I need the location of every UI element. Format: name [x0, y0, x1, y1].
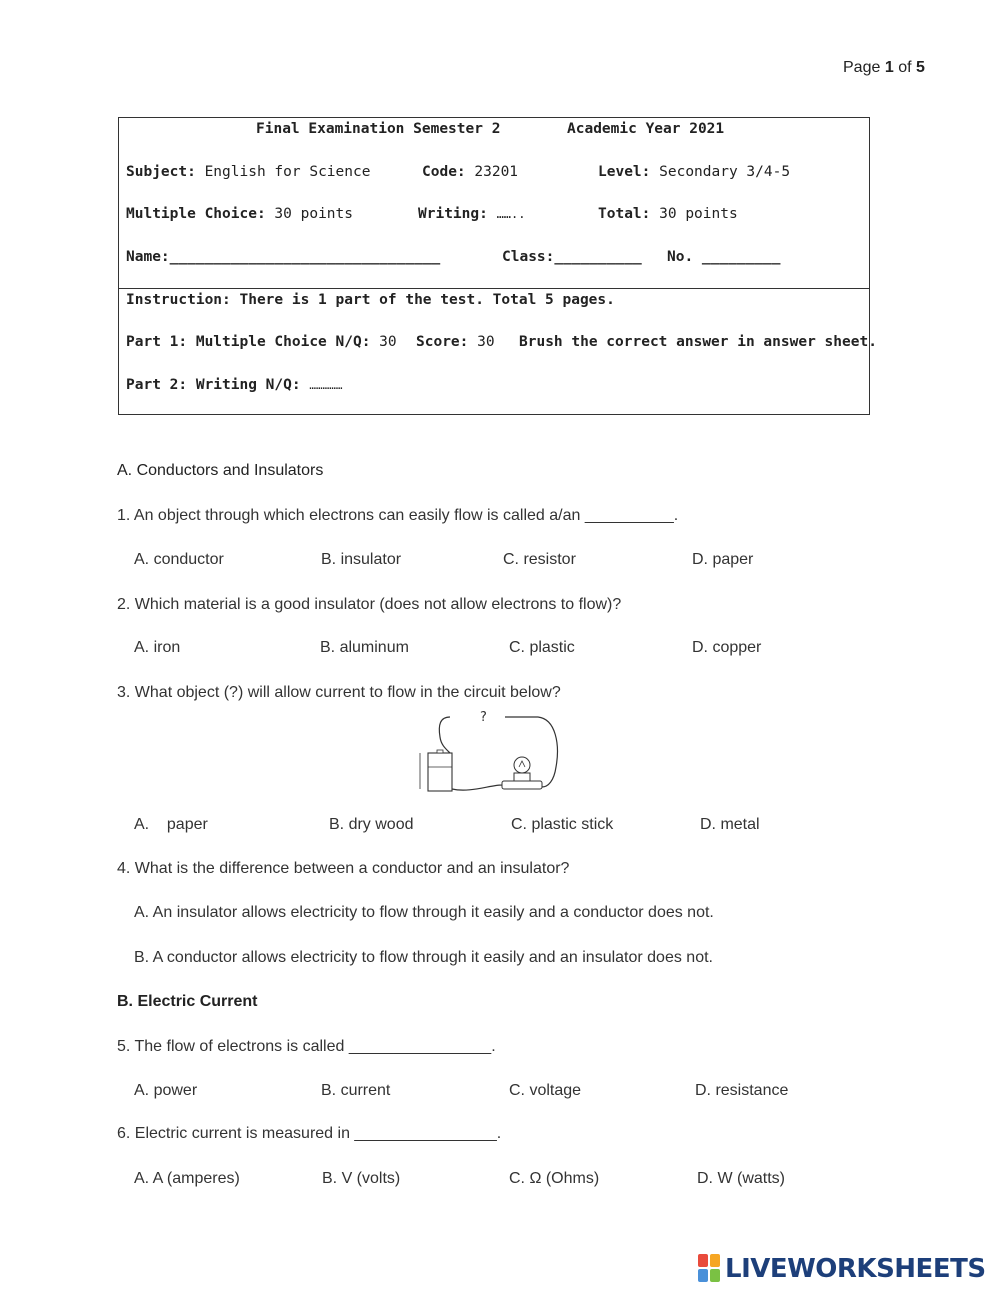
circuit-gap-label: ? [480, 710, 487, 725]
logo-text: LIVEWORKSHEETS [725, 1254, 986, 1284]
section-b-title: B. Electric Current [117, 993, 258, 1010]
name-field[interactable]: Name:_______________________________ [126, 249, 441, 265]
question-4: 4. What is the difference between a conductor and an insulator? [117, 860, 570, 877]
q1-option-d[interactable]: D. paper [692, 551, 754, 568]
question-6: 6. Electric current is measured in ________________. [117, 1125, 502, 1142]
q6-option-c[interactable]: C. Ω (Ohms) [509, 1170, 600, 1187]
q3-option-a[interactable]: A. paper [134, 816, 208, 833]
multiple-choice-field: Multiple Choice: 30 points [126, 206, 353, 222]
part1-info: Part 1: Multiple Choice N/Q: 30 [126, 334, 397, 350]
exam-info-box [118, 117, 870, 415]
q2-option-a[interactable]: A. iron [134, 639, 181, 656]
question-1: 1. An object through which electrons can easily flow is called a/an __________. [117, 507, 679, 524]
writing-field: Writing: …….. [418, 206, 526, 222]
logo-mark-icon [698, 1254, 722, 1284]
number-field[interactable]: No. _________ [667, 249, 781, 265]
question-5: 5. The flow of electrons is called ________________. [117, 1038, 496, 1055]
exam-title: Final Examination Semester 2 [256, 121, 501, 137]
page-number: Page 1 of 5 [843, 59, 925, 76]
instruction-text: Instruction: There is 1 part of the test. Total 5 pages. [126, 292, 615, 308]
q1-option-c[interactable]: C. resistor [503, 551, 576, 568]
q2-option-d[interactable]: D. copper [692, 639, 762, 656]
score-info: Score: 30 [416, 334, 495, 350]
q5-option-b[interactable]: B. current [321, 1082, 391, 1099]
q5-option-d[interactable]: D. resistance [695, 1082, 789, 1099]
q6-option-b[interactable]: B. V (volts) [322, 1170, 401, 1187]
question-3: 3. What object (?) will allow current to flow in the circuit below? [117, 684, 561, 701]
q4-option-b[interactable]: B. A conductor allows electricity to flow through it easily and an insulator does not. [134, 949, 713, 966]
q4-option-a[interactable]: A. An insulator allows electricity to flow through it easily and a conductor does not. [134, 904, 714, 921]
subject-field: Subject: English for Science [126, 164, 371, 180]
level-field: Level: Secondary 3/4-5 [598, 164, 791, 180]
q6-option-a[interactable]: A. A (amperes) [134, 1170, 240, 1187]
q5-option-a[interactable]: A. power [134, 1082, 198, 1099]
question-2: 2. Which material is a good insulator (does not allow electrons to flow)? [117, 596, 622, 613]
academic-year: Academic Year 2021 [567, 121, 725, 137]
liveworksheets-logo[interactable] [698, 1254, 986, 1284]
total-field: Total: 30 points [598, 206, 738, 222]
circuit-diagram [410, 705, 570, 797]
q2-option-b[interactable]: B. aluminum [320, 639, 409, 656]
q2-option-c[interactable]: C. plastic [509, 639, 575, 656]
class-field[interactable]: Class:__________ [502, 249, 642, 265]
exam-info-divider [118, 288, 870, 289]
q3-option-b[interactable]: B. dry wood [329, 816, 414, 833]
q3-option-d[interactable]: D. metal [700, 816, 760, 833]
q5-option-c[interactable]: C. voltage [509, 1082, 582, 1099]
brush-note: Brush the correct answer in answer sheet. [519, 334, 877, 350]
q3-option-c[interactable]: C. plastic stick [511, 816, 614, 833]
code-field: Code: 23201 [422, 164, 519, 180]
part2-info: Part 2: Writing N/Q: …………… [126, 377, 343, 393]
q1-option-a[interactable]: A. conductor [134, 551, 224, 568]
section-a-title: A. Conductors and Insulators [117, 462, 324, 479]
q6-option-d[interactable]: D. W (watts) [697, 1170, 785, 1187]
q1-option-b[interactable]: B. insulator [321, 551, 402, 568]
